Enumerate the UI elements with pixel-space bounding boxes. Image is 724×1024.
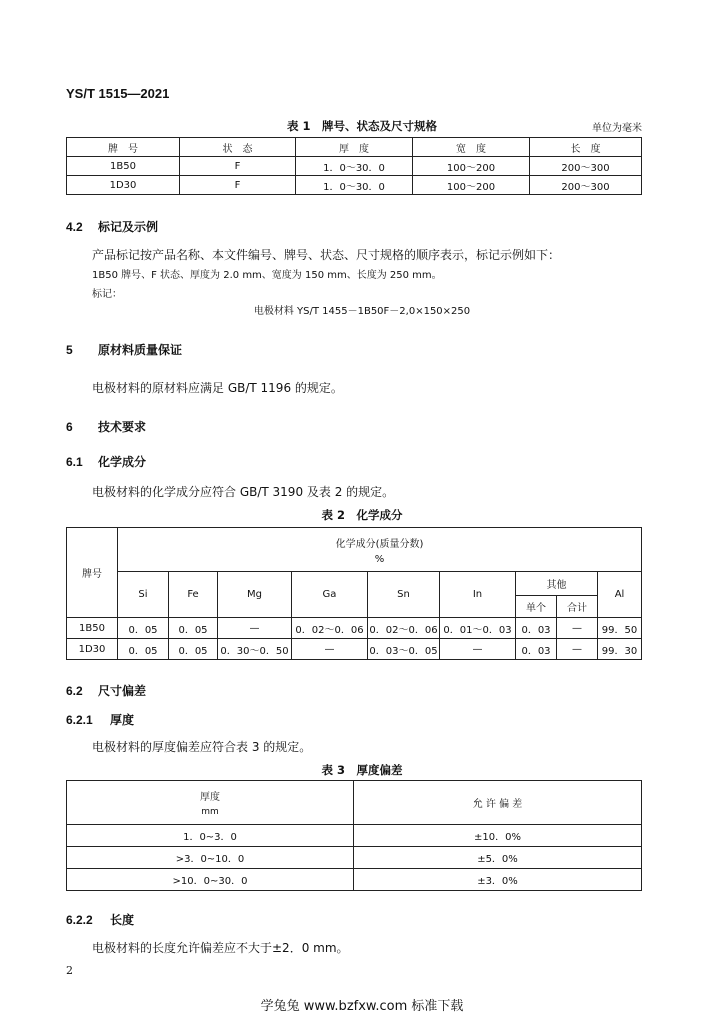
table-cell: 0．02～0．06 [368,618,440,639]
table2-caption: 表 2 化学成分 [321,508,403,522]
table2-header-mg: Mg [218,572,292,618]
table2-header-al: Al [598,572,642,618]
section-number: 6.1 [66,455,83,469]
section-5-paragraph: 电极材料的原材料应满足 GB/T 1196 的规定。 [92,381,343,395]
section-number: 6 [66,420,73,434]
section-6-1-heading [66,453,146,470]
table2-header-single: 单个 [516,596,557,618]
table1-header-row [67,138,642,157]
table-cell: 0．05 [169,639,218,660]
section-title: 技术要求 [98,420,147,434]
section-4-2-example-desc: 1B50 牌号、F 状态、厚度为 2.0 mm、宽度为 150 mm、长度为 250 mm。 [92,270,442,281]
section-6-heading [66,418,146,435]
table-cell: — [218,618,292,639]
section-title: 厚度 [110,713,135,727]
table2-header-row [67,528,642,572]
section-number: 6.2.2 [66,913,93,927]
table3-header-tolerance: 允 许 偏 差 [354,781,642,825]
table1 [66,137,642,195]
table2-header-others: 其他 [516,572,598,596]
section-4-2-paragraph: 产品标记按产品名称、本文件编号、牌号、状态、尺寸规格的顺序表示，标记示例如下： [92,248,561,262]
table-cell: — [557,639,598,660]
table-row [67,825,642,847]
table-cell: 200～300 [530,157,642,176]
section-6-2-1-heading [66,711,134,728]
table-cell: — [440,639,516,660]
section-title: 原材料质量保证 [98,343,183,357]
table-cell: F [180,157,296,176]
table3 [66,780,642,891]
section-title: 化学成分 [98,455,147,469]
section-6-2-2-heading [66,911,134,928]
table-cell: 0．03～0．05 [368,639,440,660]
table1-header-state: 状 态 [180,138,296,157]
table-cell: 0．05 [118,639,169,660]
table-cell: >3．0~10．0 [67,847,354,869]
table-cell: 0．02～0．06 [292,618,368,639]
table3-header-row [67,781,642,825]
table-row [67,157,642,176]
thickness-unit: mm [201,807,219,817]
table-cell: 200～300 [530,176,642,195]
table-cell: 0．30～0．50 [218,639,292,660]
table-cell: 1B50 [67,618,118,639]
table-cell: — [292,639,368,660]
table2-header-in: In [440,572,516,618]
section-title: 尺寸偏差 [98,684,147,698]
table-cell: ±3．0% [354,869,642,891]
table1-header-brand: 牌 号 [67,138,180,157]
section-5-heading [66,341,182,358]
table-cell: ±10．0% [354,825,642,847]
section-number: 6.2 [66,684,83,698]
table1-unit: 单位为毫米 [592,123,642,134]
table-cell: — [557,618,598,639]
table2-header-elements [67,572,642,596]
table-cell: 99．30 [598,639,642,660]
table-cell: 0．03 [516,639,557,660]
table-row [67,176,642,195]
section-title: 标记及示例 [98,220,159,234]
table-cell: 100～200 [413,157,530,176]
table2-header-ga: Ga [292,572,368,618]
section-number: 5 [66,343,73,357]
section-6-2-1-paragraph: 电极材料的厚度偏差应符合表 3 的规定。 [92,740,312,754]
composition-unit: % [374,553,385,565]
table-row [67,618,642,639]
table2-header-sn: Sn [368,572,440,618]
table-row [67,639,642,660]
section-6-1-paragraph: 电极材料的化学成分应符合 GB/T 3190 及表 2 的规定。 [92,485,395,499]
table2-header-fe: Fe [169,572,218,618]
table2-header-total: 合计 [557,596,598,618]
table-cell: 0．05 [118,618,169,639]
table-cell: 0．03 [516,618,557,639]
table2-header-brand: 牌号 [67,528,118,618]
footer-watermark: 学兔兔 www.bzfxw.com 标准下载 [260,999,464,1014]
table-cell: >10．0~30．0 [67,869,354,891]
table-row [67,869,642,891]
table1-caption: 表 1 牌号、状态及尺寸规格 [286,119,437,133]
section-number: 6.2.1 [66,713,93,727]
section-number: 4.2 [66,220,83,234]
table-cell: 99．50 [598,618,642,639]
mark-label: 标记： [92,289,122,300]
section-6-2-heading [66,682,146,699]
table1-header-width: 宽 度 [413,138,530,157]
table-row [67,847,642,869]
mark-example: 电极材料 YS/T 1455－1B50F－2,0×150×250 [253,306,471,317]
table-cell: 100～200 [413,176,530,195]
thickness-label: 厚度 [200,792,220,803]
table2-header-composition [118,528,642,572]
table2-header-si: Si [118,572,169,618]
table-cell: 1．0～30．0 [296,176,413,195]
table-cell: 1D30 [67,639,118,660]
table-cell: 0．05 [169,618,218,639]
table3-header-thickness [67,781,354,825]
table1-header-length: 长 度 [530,138,642,157]
page-number: 2 [66,964,73,977]
table-cell: ±5．0% [354,847,642,869]
section-title: 长度 [110,913,135,927]
table-cell: 1．0~3．0 [67,825,354,847]
section-6-2-2-paragraph: 电极材料的长度允许偏差应不大于±2．0 mm。 [92,941,349,955]
table-cell: 1B50 [67,157,180,176]
table2 [66,527,642,660]
composition-label: 化学成分(质量分数) [335,538,424,550]
table-cell: 1．0～30．0 [296,157,413,176]
table3-caption: 表 3 厚度偏差 [321,763,403,777]
document-header: YS/T 1515—2021 [66,86,170,101]
table-cell: F [180,176,296,195]
table-cell: 1D30 [67,176,180,195]
table1-header-thickness: 厚 度 [296,138,413,157]
section-4-2-heading [66,218,158,235]
table-cell: 0．01～0．03 [440,618,516,639]
